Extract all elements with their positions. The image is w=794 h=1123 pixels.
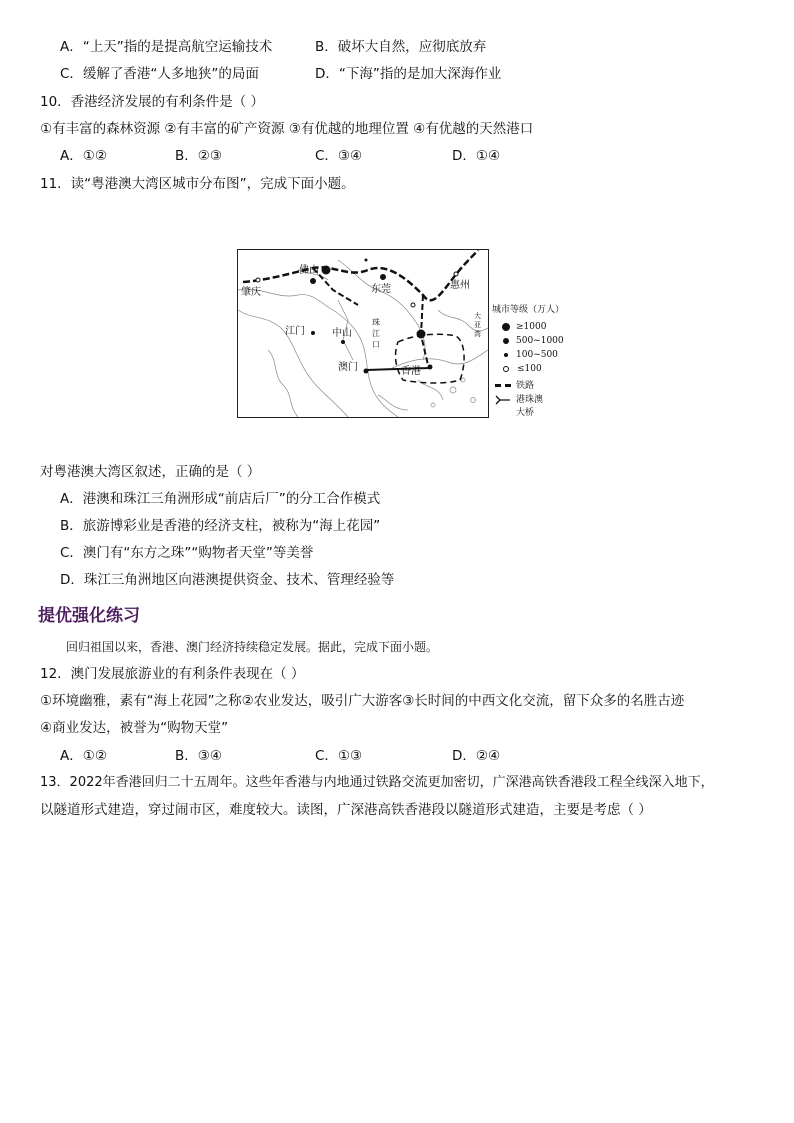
q12-items-2: ④商业发达，被誉为“购物天堂”	[40, 720, 229, 736]
legend-size3-row	[504, 350, 558, 360]
city-huizhou	[454, 272, 458, 276]
q11-stem: 11．读“粤港澳大湾区城市分布图”，完成下面小题。	[40, 176, 355, 192]
legend-railway: 铁路	[516, 381, 535, 391]
q11-sub-stem: 对粤港澳大湾区叙述，正确的是（ ）	[40, 464, 261, 480]
q9-option-b: B．破坏大自然，应彻底放弃	[315, 39, 487, 55]
q12-option-d: D．②④	[452, 748, 501, 764]
legend-bridge-1: 港珠澳	[516, 395, 544, 405]
q10-stem: 10．香港经济发展的有利条件是（ ）	[40, 94, 264, 110]
city-zhongshan	[341, 340, 345, 344]
legend-dot-small-icon	[504, 353, 508, 357]
legend-bridge-2: 大桥	[516, 408, 535, 418]
city-xianggang	[428, 365, 433, 370]
legend-size4: ≤100	[517, 364, 542, 374]
map-legend	[492, 302, 602, 422]
legend-size2-row	[503, 336, 564, 346]
q10-option-c: C．③④	[315, 148, 363, 164]
city-shenzhen	[417, 330, 426, 339]
legend-size1: ≥1000	[516, 322, 547, 332]
city-guangzhou-dot	[310, 278, 316, 284]
city-small-1	[411, 303, 415, 307]
q13-line-1: 13．2022年香港回归二十五周年。这些年香港与内地通过铁路交流更加密切，广深港高铁香港段工程全线深入地下，	[40, 775, 714, 790]
q12-option-b: B．③④	[175, 748, 222, 764]
legend-size4-row	[503, 364, 542, 374]
label-dayawan: 大 亚 湾	[474, 312, 481, 338]
section-intro: 回归祖国以来，香港、澳门经济持续稳定发展。据此，完成下面小题。	[66, 640, 439, 654]
q11-option-d: D．珠江三角洲地区向港澳提供资金、技术、管理经验等	[60, 572, 395, 588]
legend-size2: 500~1000	[516, 336, 564, 346]
label-zhongshan: 中山	[332, 328, 352, 339]
legend-dot-medium-icon	[503, 338, 509, 344]
legend-railway-icon	[495, 384, 511, 387]
map-svg	[238, 250, 488, 417]
q13-line-2: 以隧道形式建造，穿过闹市区，难度较大。读图，广深港高铁香港段以隧道形式建造，主要是考虑（ ）	[40, 802, 652, 818]
city-small-2	[365, 259, 368, 262]
section-title: 提优强化练习	[38, 606, 140, 626]
legend-dot-hollow-icon	[503, 366, 509, 372]
city-jiangmen	[311, 331, 315, 335]
label-aomen: 澳门	[338, 362, 358, 373]
legend-size3: 100~500	[516, 350, 558, 360]
q10-option-b: B．②③	[175, 148, 222, 164]
label-zhaoqing: 肇庆	[241, 287, 261, 298]
q12-stem: 12．澳门发展旅游业的有利条件表现在（ ）	[40, 666, 305, 682]
label-xianggang: 香港	[401, 366, 421, 377]
city-dongguan	[380, 274, 386, 280]
city-foshan	[322, 266, 331, 275]
legend-dot-large-icon	[502, 323, 510, 331]
label-huizhou: 惠州	[450, 280, 470, 291]
q12-items-1: ①环境幽雅，素有“海上花园”之称②农业发达，吸引广大游客③长时间的中西文化交流，留下众多的名胜古迹	[40, 693, 685, 709]
label-foshan: 佛山	[299, 265, 319, 276]
city-zhaoqing	[256, 278, 260, 282]
legend-size1-row	[502, 322, 546, 332]
q9-option-a: A．“上天”指的是提高航空运输技术	[60, 39, 273, 55]
q11-option-b: B．旅游博彩业是香港的经济支柱，被称为“海上花园”	[60, 518, 381, 534]
q12-option-c: C．①③	[315, 748, 363, 764]
q10-items: ①有丰富的森林资源 ②有丰富的矿产资源 ③有优越的地理位置 ④有优越的天然港口	[40, 121, 534, 137]
label-dongguan: 东莞	[371, 284, 391, 295]
legend-title: 城市等级（万人）	[492, 305, 565, 315]
legend-railway-row	[495, 378, 534, 391]
legend-bridge-row	[495, 392, 543, 405]
label-jiangmen: 江门	[285, 326, 305, 337]
railway-line	[243, 250, 478, 300]
city-aomen	[364, 369, 369, 374]
label-zhujiangkou: 珠 江 口	[372, 318, 380, 349]
greater-bay-area-map	[237, 249, 489, 418]
q11-option-a: A．港澳和珠江三角洲形成“前店后厂”的分工合作模式	[60, 491, 381, 507]
legend-bridge-icon	[495, 395, 511, 405]
q10-option-a: A．①②	[60, 148, 107, 164]
q12-option-a: A．①②	[60, 748, 107, 764]
q9-option-d: D．“下海”指的是加大深海作业	[315, 66, 502, 82]
q11-option-c: C．澳门有“东方之珠”“购物者天堂”等美誉	[60, 545, 314, 561]
q9-option-c: C．缓解了香港“人多地狭”的局面	[60, 66, 259, 82]
q10-option-d: D．①④	[452, 148, 501, 164]
